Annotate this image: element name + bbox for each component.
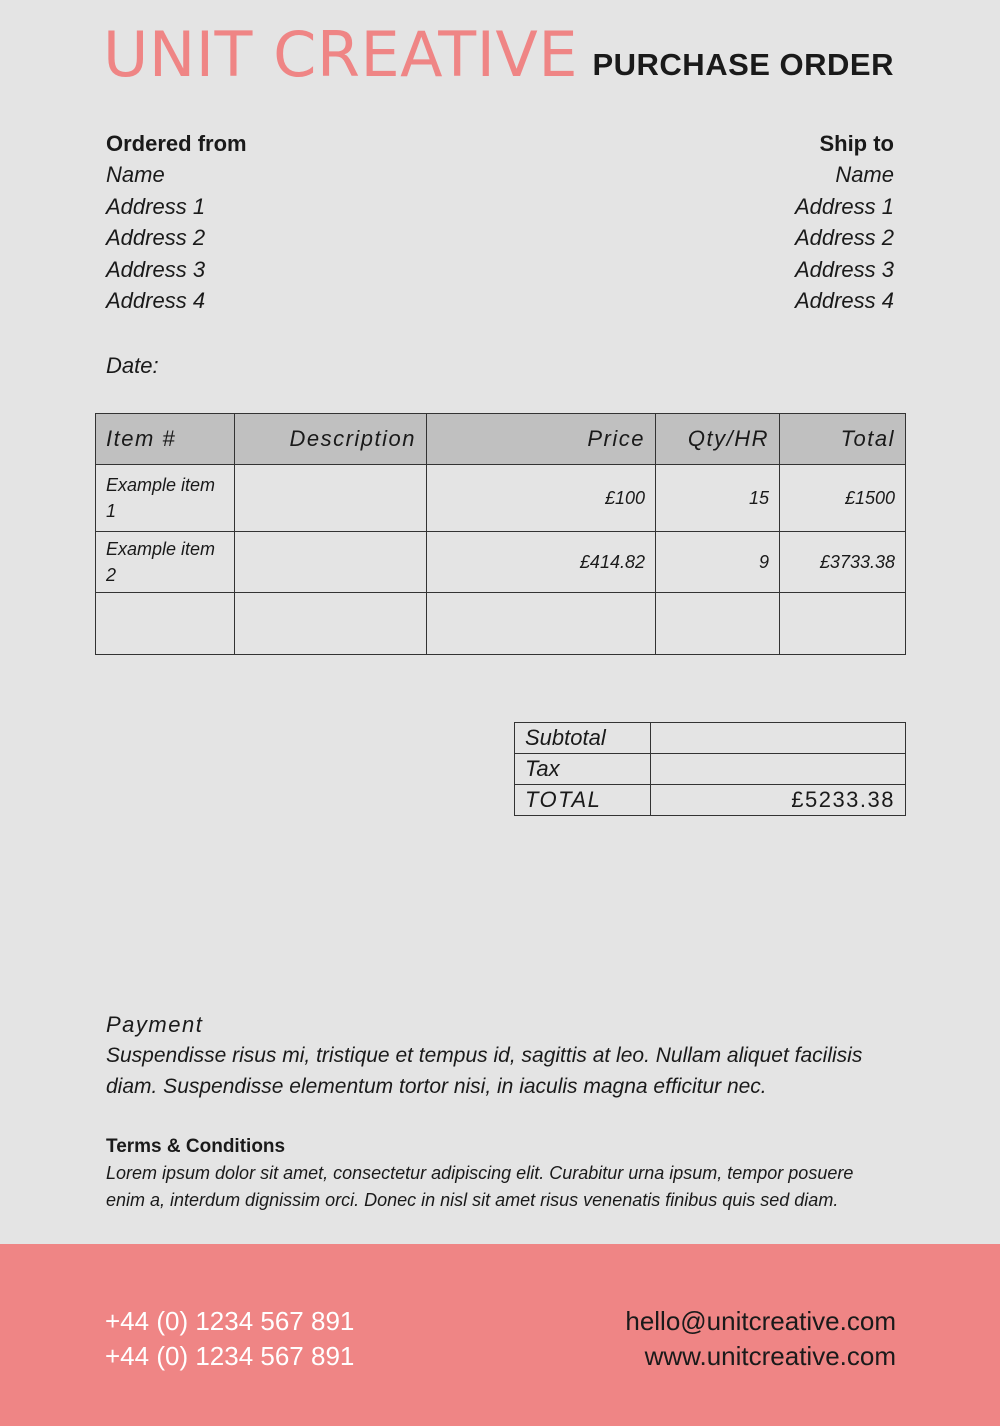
col-header-total: Total: [780, 414, 906, 465]
price-cell: £414.82: [427, 532, 656, 593]
col-header-qty-hr: Qty/HR: [656, 414, 780, 465]
ordered-from-heading: Ordered from: [106, 131, 247, 156]
qty-cell: [656, 593, 780, 655]
price-cell: [427, 593, 656, 655]
item-number-cell: [96, 593, 235, 655]
subtotal-row: [515, 723, 906, 754]
subtotal-value: [651, 723, 906, 754]
items-table-header-row: [96, 414, 906, 465]
description-cell: [235, 465, 427, 532]
email-address: hello@unitcreative.com: [625, 1306, 896, 1336]
item-number-cell: Example item 1: [96, 465, 235, 532]
table-row: [96, 465, 906, 532]
payment-heading: Payment: [106, 1012, 204, 1037]
website-url: www.unitcreative.com: [644, 1341, 896, 1371]
qty-cell: 9: [656, 532, 780, 593]
ship-to-block: [534, 128, 894, 316]
qty-cell: 15: [656, 465, 780, 532]
ordered-from-block: [106, 128, 466, 316]
line-total-cell: £1500: [780, 465, 906, 532]
totals-table: [514, 722, 906, 816]
footer: [0, 1244, 1000, 1426]
payment-text: Suspendisse risus mi, tristique et tempus id, sagittis at leo. Nullam aliquet facilisis diam. Suspendisse elementum tortor nisi, in iaculis magna efficitur nec.: [106, 1044, 863, 1098]
items-table: [95, 413, 906, 655]
grand-total-value: £5233.38: [651, 785, 906, 816]
footer-phones: [105, 1304, 354, 1374]
tax-row: [515, 754, 906, 785]
terms-text: Lorem ipsum dolor sit amet, consectetur adipiscing elit. Curabitur urna ipsum, tempor posuere enim a, interdum dignissim orci. Donec in nisl sit amet risus venenatis finibus quis sed diam.: [106, 1163, 854, 1210]
ship-to-heading: Ship to: [819, 131, 894, 156]
col-header-item-number: Item #: [96, 414, 235, 465]
subtotal-label: Subtotal: [515, 723, 651, 754]
terms-heading: Terms & Conditions: [106, 1136, 286, 1157]
tax-value: [651, 754, 906, 785]
price-cell: £100: [427, 465, 656, 532]
ordered-from-address-4: Address 4: [106, 288, 206, 314]
footer-contacts: [625, 1304, 896, 1374]
terms-section: [106, 1134, 896, 1214]
ordered-from-address-2: Address 2: [106, 225, 206, 251]
phone-number-2: +44 (0) 1234 567 891: [105, 1341, 355, 1371]
grand-total-label: TOTAL: [515, 785, 651, 816]
phone-number-1: +44 (0) 1234 567 891: [105, 1306, 355, 1336]
table-row: [96, 532, 906, 593]
ship-to-address-4: Address 4: [794, 288, 894, 314]
tax-label: Tax: [515, 754, 651, 785]
col-header-price: Price: [427, 414, 656, 465]
ship-to-name: Name: [835, 162, 894, 188]
line-total-cell: £3733.38: [780, 532, 906, 593]
ship-to-address-1: Address 1: [794, 193, 894, 219]
ship-to-address-2: Address 2: [794, 225, 894, 251]
payment-section: [106, 1010, 896, 1102]
document-title: PURCHASE ORDER: [592, 47, 894, 82]
description-cell: [235, 532, 427, 593]
col-header-description: Description: [235, 414, 427, 465]
table-row: [96, 593, 906, 655]
grand-total-row: [515, 785, 906, 816]
ordered-from-address-3: Address 3: [106, 256, 206, 282]
ordered-from-name: Name: [106, 162, 165, 188]
brand-logo: UNIT CREATIVE: [103, 18, 579, 91]
item-number-cell: Example item 2: [96, 532, 235, 593]
ordered-from-address-1: Address 1: [106, 193, 206, 219]
date-label: Date:: [106, 353, 159, 378]
line-total-cell: [780, 593, 906, 655]
description-cell: [235, 593, 427, 655]
ship-to-address-3: Address 3: [794, 256, 894, 282]
